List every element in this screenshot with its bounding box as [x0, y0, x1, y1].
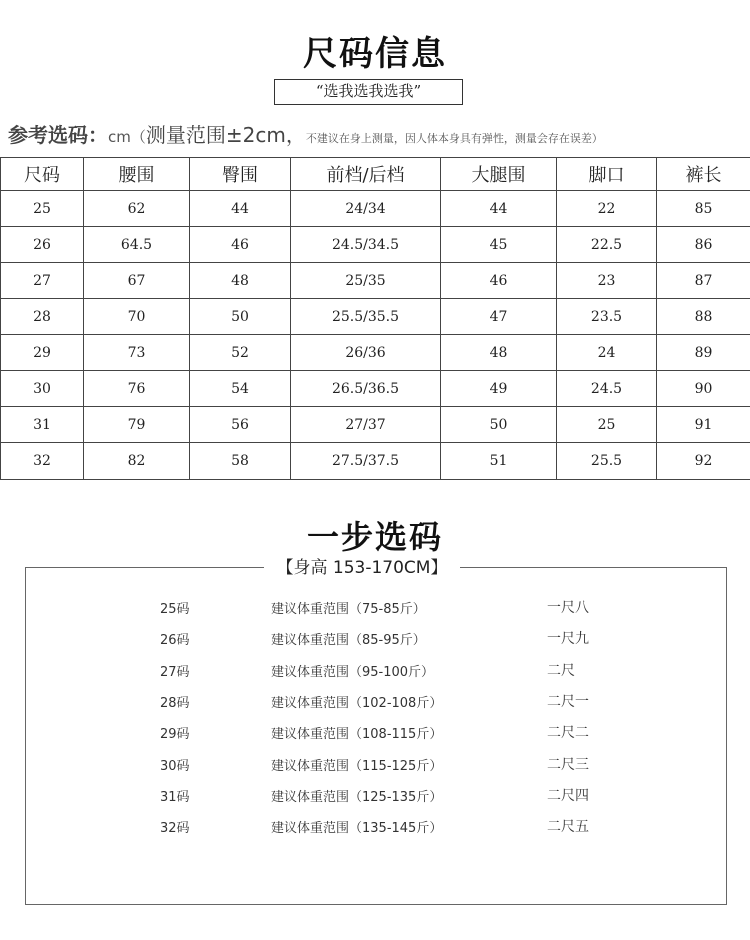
table-cell: 56: [190, 407, 291, 443]
step-row-waist: 一尺八: [547, 600, 589, 616]
table-cell: 27.5/37.5: [291, 443, 441, 480]
height-label: 【身高 153-170CM】: [264, 557, 460, 579]
table-cell: 31: [1, 407, 84, 443]
table-cell: 23.5: [557, 299, 657, 335]
step-row-weight: 建议体重范围（75-85斤）: [271, 602, 426, 617]
step-row-weight: 建议体重范围（95-100斤）: [271, 665, 435, 680]
table-cell: 45: [441, 227, 557, 263]
step-title: 一步选码: [306, 518, 443, 556]
table-cell: 67: [84, 263, 190, 299]
reference-unit: cm（: [108, 128, 146, 146]
page-title: 尺码信息: [303, 34, 447, 74]
header-hip: 臀围: [190, 158, 291, 191]
table-row: [1, 299, 750, 335]
table-cell: 25.5/35.5: [291, 299, 441, 335]
table-cell: 25/35: [291, 263, 441, 299]
table-cell: 76: [84, 371, 190, 407]
table-cell: 89: [657, 335, 750, 371]
table-cell: 87: [657, 263, 750, 299]
table-cell: 46: [190, 227, 291, 263]
step-row-size: 32码: [160, 821, 190, 836]
table-row: [1, 443, 750, 480]
header-leg-opening: 脚口: [557, 158, 657, 191]
step-row-waist: 二尺四: [547, 788, 589, 804]
step-row-size: 27码: [160, 665, 190, 680]
table-cell: 24/34: [291, 191, 441, 227]
table-cell: 25: [557, 407, 657, 443]
table-cell: 85: [657, 191, 750, 227]
step-row-waist: 一尺九: [547, 631, 589, 647]
subtitle-box: “选我选我选我”: [274, 79, 463, 105]
table-cell: 27/37: [291, 407, 441, 443]
reference-range: 测量范围±2cm，: [145, 123, 306, 147]
step-row-size: 28码: [160, 696, 190, 711]
table-cell: 29: [1, 335, 84, 371]
table-cell: 25.5: [557, 443, 657, 480]
table-cell: 49: [441, 371, 557, 407]
table-cell: 79: [84, 407, 190, 443]
table-cell: 51: [441, 443, 557, 480]
step-row-size: 31码: [160, 790, 190, 805]
table-cell: 22.5: [557, 227, 657, 263]
table-cell: 92: [657, 443, 750, 480]
step-row-waist: 二尺三: [547, 757, 589, 773]
table-cell: 26/36: [291, 335, 441, 371]
table-cell: 25: [1, 191, 84, 227]
table-cell: 86: [657, 227, 750, 263]
step-row-size: 26码: [160, 633, 190, 648]
table-cell: 24: [557, 335, 657, 371]
table-row: [1, 335, 750, 371]
table-row: [1, 191, 750, 227]
table-cell: 50: [441, 407, 557, 443]
step-row-weight: 建议体重范围（108-115斤）: [271, 727, 443, 742]
table-cell: 22: [557, 191, 657, 227]
table-cell: 64.5: [84, 227, 190, 263]
table-cell: 90: [657, 371, 750, 407]
table-row: [1, 263, 750, 299]
table-cell: 26.5/36.5: [291, 371, 441, 407]
table-header-row: [1, 158, 750, 191]
table-cell: 52: [190, 335, 291, 371]
table-cell: 44: [190, 191, 291, 227]
table-cell: 82: [84, 443, 190, 480]
step-row-size: 29码: [160, 727, 190, 742]
table-cell: 88: [657, 299, 750, 335]
reference-note: 不建议在身上测量，因人体本身具有弹性，测量会存在误差）: [305, 132, 603, 145]
step-row-size: 30码: [160, 759, 190, 774]
table-cell: 58: [190, 443, 291, 480]
table-cell: 46: [441, 263, 557, 299]
step-row-waist: 二尺五: [547, 819, 589, 835]
table-cell: 54: [190, 371, 291, 407]
header-waist: 腰围: [84, 158, 190, 191]
table-cell: 91: [657, 407, 750, 443]
reference-line: [8, 119, 748, 148]
reference-label: 参考选码：: [8, 123, 108, 147]
table-cell: 73: [84, 335, 190, 371]
step-row-weight: 建议体重范围（115-125斤）: [271, 759, 443, 774]
header-length: 裤长: [657, 158, 750, 191]
step-row-weight: 建议体重范围（125-135斤）: [271, 790, 443, 805]
table-cell: 24.5/34.5: [291, 227, 441, 263]
header-thigh: 大腿围: [441, 158, 557, 191]
step-row-weight: 建议体重范围（85-95斤）: [271, 633, 426, 648]
table-row: [1, 227, 750, 263]
step-row-weight: 建议体重范围（102-108斤）: [271, 696, 443, 711]
header-size: 尺码: [1, 158, 84, 191]
table-cell: 47: [441, 299, 557, 335]
table-cell: 28: [1, 299, 84, 335]
size-table: [0, 157, 750, 480]
step-row-size: 25码: [160, 602, 190, 617]
step-row-waist: 二尺一: [547, 694, 589, 710]
step-row-waist: 二尺: [547, 663, 575, 679]
table-cell: 48: [441, 335, 557, 371]
table-cell: 26: [1, 227, 84, 263]
table-cell: 50: [190, 299, 291, 335]
table-cell: 32: [1, 443, 84, 480]
table-row: [1, 407, 750, 443]
table-cell: 70: [84, 299, 190, 335]
step-row-waist: 二尺二: [547, 725, 589, 741]
table-cell: 27: [1, 263, 84, 299]
table-cell: 24.5: [557, 371, 657, 407]
table-cell: 23: [557, 263, 657, 299]
table-row: [1, 371, 750, 407]
table-cell: 48: [190, 263, 291, 299]
table-cell: 44: [441, 191, 557, 227]
table-cell: 30: [1, 371, 84, 407]
table-cell: 62: [84, 191, 190, 227]
step-row-weight: 建议体重范围（135-145斤）: [271, 821, 443, 836]
header-rise: 前档/后档: [291, 158, 441, 191]
